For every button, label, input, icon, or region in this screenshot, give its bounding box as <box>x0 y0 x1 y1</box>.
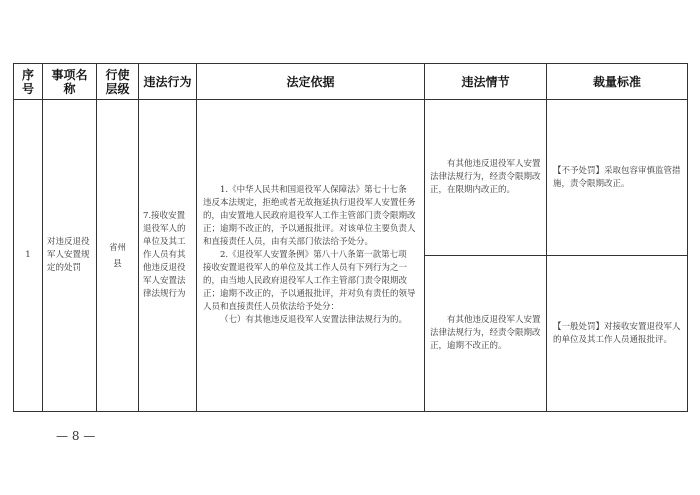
level-text: 省州县 <box>109 242 127 269</box>
basis-paragraph-3: （七）有其他违反退役军人安置法律法规行为的。 <box>220 315 408 325</box>
circumstance-2-text: 有其他违反退役军人安置法律法规行为，经责令限期改正，逾期不改正的。 <box>430 315 541 351</box>
split-grid <box>425 100 687 411</box>
header-item: 事项名称 <box>43 64 97 100</box>
header-row <box>14 64 688 100</box>
header-standard: 裁量标准 <box>547 64 688 100</box>
cell-split <box>425 100 688 412</box>
basis-paragraph-2: 2.《退役军人安置条例》第八十八条第一款第七项 接收安置退役军人的单位及其工作人员有下列行为之一的，由当地人民政府退役军人工作主管部门责令限期改正；逾期不改正的，予以通报批评，并对负有责任的领导人员和直接责任人员依法给予处分： <box>203 250 416 312</box>
header-circumstance: 违法情节 <box>425 64 547 100</box>
cell-basis <box>197 100 425 412</box>
header-behavior: 违法行为 <box>139 64 197 100</box>
page-number: — 8 — <box>56 429 96 443</box>
cell-level <box>97 100 139 412</box>
header-seq: 序号 <box>14 64 43 100</box>
basis-paragraph-1: 1.《中华人民共和国退役军人保障法》第七十七条 违反本法规定，拒绝或者无故拖延执行退役军人安置任务的，由安置地人民政府退役军人工作主管部门责令限期改正；逾期不改正的，予以通报批评。对该单位主要负责人和直接责任人员，由有关部门依法给予处分。 <box>203 185 416 247</box>
standard-2-text: 【一般处罚】对接收安置退役军人的单位及其工作人员通报批评。 <box>553 321 681 345</box>
cell-seq: 1 <box>14 100 43 412</box>
cell-item: 对违反退役军人安置规定的处罚 <box>43 100 97 412</box>
cell-behavior: 7.接收安置退役军人的单位及其工作人员有其他违反退役军人安置法律法规行为 <box>139 100 197 412</box>
split-row-1 <box>425 100 687 255</box>
circumstance-2 <box>425 256 547 411</box>
regulation-table <box>13 63 688 412</box>
standard-2 <box>547 256 687 411</box>
standard-1 <box>547 100 687 255</box>
header-basis: 法定依据 <box>197 64 425 100</box>
table-row <box>14 100 688 412</box>
header-level: 行使层级 <box>97 64 139 100</box>
circumstance-1 <box>425 100 547 255</box>
circumstance-1-text: 有其他违反退役军人安置法律法规行为，经责令限期改正，在限期内改正的。 <box>430 159 541 195</box>
split-row-2 <box>425 255 687 411</box>
standard-1-text: 【不予处罚】采取包容审慎监管措施，责令限期改正。 <box>553 165 681 189</box>
